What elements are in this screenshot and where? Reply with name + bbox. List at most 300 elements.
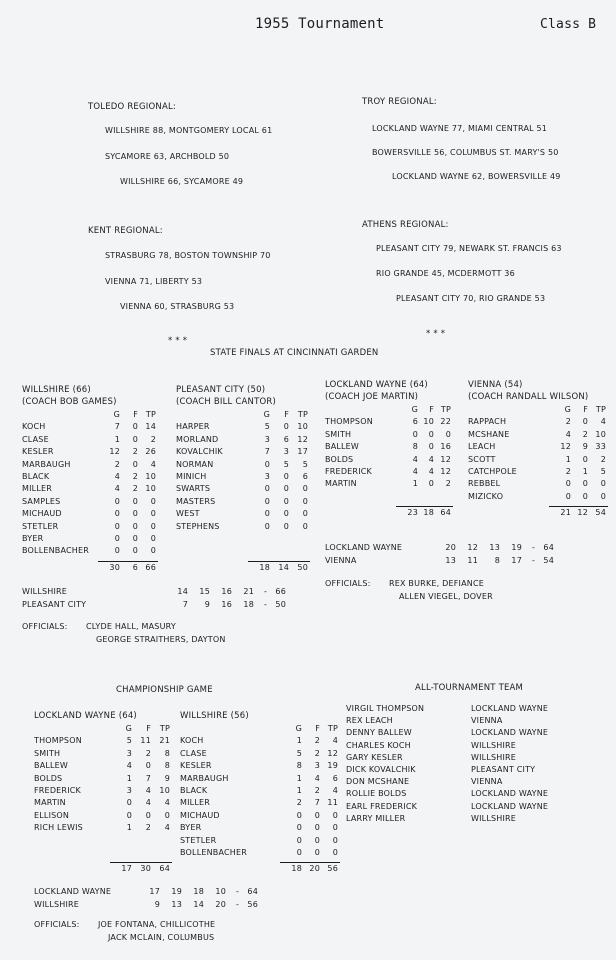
- player-name: MCSHANE: [468, 429, 510, 439]
- stat-tp: 0: [302, 521, 308, 531]
- col-header-g: G: [295, 724, 302, 733]
- quarter-score: 16: [221, 587, 232, 596]
- stat-f: 0: [132, 422, 138, 432]
- player-name: FREDERICK: [325, 466, 372, 476]
- stat-g: 5: [296, 748, 302, 758]
- dash: -: [264, 599, 268, 609]
- stat-tp: 0: [332, 835, 338, 845]
- regional-game-result: WILLSHIRE 66, SYCAMORE 49: [120, 177, 244, 186]
- stat-f: 0: [314, 835, 320, 845]
- total-tp: 50: [297, 563, 308, 572]
- player-name: STEPHENS: [176, 521, 220, 531]
- final-score: 56: [247, 899, 258, 909]
- final-score: 54: [543, 555, 554, 565]
- all-tournament-player: [346, 776, 586, 788]
- stat-f: 2: [314, 748, 320, 758]
- col-header-f: F: [146, 724, 151, 733]
- player-row: [34, 760, 170, 772]
- player-row: [22, 459, 156, 471]
- all-tournament-player: [346, 727, 586, 739]
- stat-f: 11: [140, 736, 151, 746]
- stat-g: 0: [114, 521, 120, 531]
- stat-g: 0: [264, 484, 270, 494]
- player-row: [325, 416, 451, 428]
- stat-f: 5: [283, 459, 289, 469]
- stat-tp: 4: [600, 417, 606, 427]
- player-row: [180, 748, 338, 760]
- player-row: [22, 471, 156, 483]
- stat-f: 0: [314, 823, 320, 833]
- player-row: [180, 810, 338, 822]
- player-school: LOCKLAND WAYNE: [471, 704, 549, 713]
- stat-f: 0: [582, 479, 588, 489]
- total-f: 20: [309, 864, 320, 873]
- stat-tp: 4: [332, 785, 338, 795]
- separator-stars: * * *: [426, 329, 446, 339]
- total-tp: 64: [159, 864, 170, 873]
- stat-tp: 8: [164, 761, 170, 771]
- player-name: STETLER: [22, 521, 59, 531]
- player-row: [325, 478, 451, 490]
- stat-f: 7: [145, 773, 151, 783]
- col-header-tp: TP: [440, 405, 451, 414]
- stat-g: 4: [114, 471, 120, 481]
- stat-g: 0: [296, 847, 302, 857]
- team-name: WILLSHIRE: [22, 587, 68, 596]
- player-row: [22, 483, 156, 495]
- stat-f: 0: [428, 479, 434, 489]
- stat-g: 0: [264, 509, 270, 519]
- officials-label: OFFICIALS:: [325, 579, 371, 588]
- stat-tp: 2: [445, 479, 451, 489]
- column-headers: [22, 409, 156, 421]
- stat-g: 0: [114, 533, 120, 543]
- player-name: MARTIN: [325, 479, 357, 489]
- player-name: BOLDS: [34, 773, 63, 783]
- stat-f: 4: [428, 466, 434, 476]
- stat-f: 2: [314, 785, 320, 795]
- player-name: KOCH: [22, 422, 46, 432]
- player-name: MINICH: [176, 471, 207, 481]
- regional-game-result: PLEASANT CITY 70, RIO GRANDE 53: [396, 294, 546, 303]
- stat-tp: 0: [150, 533, 156, 543]
- column-headers: [468, 404, 606, 416]
- col-header-tp: TP: [145, 410, 156, 419]
- player-name: KOCH: [180, 736, 204, 746]
- quarter-score-row: [325, 542, 616, 555]
- stat-f: 2: [314, 736, 320, 746]
- team-box-score: [325, 380, 451, 491]
- player-row: [180, 822, 338, 834]
- stat-f: 0: [428, 429, 434, 439]
- player-name: FREDERICK: [34, 785, 81, 795]
- team-title: WILLSHIRE (66): [22, 385, 91, 395]
- stat-g: 0: [114, 496, 120, 506]
- stat-f: 2: [132, 447, 138, 457]
- player-name: CHARLES KOCH: [346, 740, 411, 750]
- total-tp: 56: [327, 864, 338, 873]
- player-school: VIENNA: [471, 716, 503, 726]
- total-g: 18: [291, 864, 302, 873]
- player-name: HARPER: [176, 422, 210, 432]
- stat-f: 0: [132, 546, 138, 556]
- quarter-score: 7: [182, 599, 188, 609]
- player-name: BLACK: [180, 785, 208, 795]
- player-row: [34, 773, 170, 785]
- official-name: REX BURKE, DEFIANCE: [389, 579, 484, 588]
- col-header-f: F: [583, 405, 588, 414]
- stat-tp: 4: [164, 823, 170, 833]
- stat-tp: 2: [600, 454, 606, 464]
- stat-tp: 0: [445, 429, 451, 439]
- player-row: [22, 521, 156, 533]
- player-name: RICH LEWIS: [34, 823, 83, 833]
- stat-g: 0: [296, 835, 302, 845]
- player-row: [34, 735, 170, 747]
- regional-game-result: RIO GRANDE 45, MCDERMOTT 36: [376, 269, 515, 278]
- player-row: [325, 441, 451, 453]
- team-title: VIENNA (54): [468, 380, 523, 390]
- regional-game-result: SYCAMORE 63, ARCHBOLD 50: [105, 152, 230, 161]
- stat-tp: 4: [164, 798, 170, 808]
- stat-g: 1: [126, 773, 132, 783]
- quarter-score: 8: [494, 555, 500, 565]
- team-title: LOCKLAND WAYNE (64): [325, 380, 428, 390]
- stat-g: 12: [109, 447, 120, 457]
- player-row: [22, 446, 156, 458]
- stat-tp: 4: [150, 459, 156, 469]
- stat-g: 2: [114, 459, 120, 469]
- officials-label: OFFICIALS:: [34, 920, 80, 929]
- column-headers: [34, 723, 170, 735]
- stat-tp: 10: [145, 471, 156, 481]
- player-row: [34, 748, 170, 760]
- stat-g: 5: [264, 422, 270, 432]
- stat-g: 1: [565, 454, 571, 464]
- stat-f: 3: [314, 761, 320, 771]
- final-score: 64: [247, 887, 258, 896]
- stat-tp: 0: [302, 509, 308, 519]
- player-name: BALLEW: [325, 442, 360, 452]
- stat-f: 0: [283, 471, 289, 481]
- total-g: 21: [560, 508, 571, 517]
- regional-game-result: LOCKLAND WAYNE 77, MIAMI CENTRAL 51: [372, 124, 548, 133]
- regional-game-result: VIENNA 71, LIBERTY 53: [105, 277, 203, 286]
- stat-f: 0: [314, 847, 320, 857]
- player-name: BYER: [22, 533, 44, 543]
- stat-tp: 19: [327, 761, 338, 771]
- stat-g: 7: [264, 447, 270, 457]
- player-row: [22, 434, 156, 446]
- stat-g: 8: [412, 442, 418, 452]
- player-school: LOCKLAND WAYNE: [471, 728, 549, 738]
- player-name: MICHAUD: [180, 810, 220, 820]
- stat-g: 0: [296, 810, 302, 820]
- stat-g: 0: [296, 823, 302, 833]
- player-name: BOLLENBACHER: [180, 847, 248, 857]
- stat-f: 0: [132, 509, 138, 519]
- player-name: MORLAND: [176, 434, 219, 444]
- stat-g: 2: [565, 466, 571, 476]
- stat-tp: 0: [164, 810, 170, 820]
- regional-game-result: BOWERSVILLE 56, COLUMBUS ST. MARY'S 50: [372, 148, 559, 157]
- stat-g: 0: [114, 509, 120, 519]
- final-score: 64: [543, 543, 554, 552]
- stat-tp: 0: [332, 847, 338, 857]
- team-box-score: [34, 711, 170, 835]
- state-finals-title: STATE FINALS AT CINCINNATI GARDEN: [210, 348, 379, 358]
- stat-g: 2: [565, 417, 571, 427]
- stat-g: 8: [296, 761, 302, 771]
- player-name: NORMAN: [176, 459, 214, 469]
- stat-g: 3: [264, 471, 270, 481]
- stat-tp: 0: [332, 823, 338, 833]
- player-row: [468, 466, 606, 478]
- stat-tp: 10: [159, 785, 170, 795]
- quarter-score: 18: [193, 887, 204, 896]
- col-header-tp: TP: [327, 724, 338, 733]
- regional-title: KENT REGIONAL:: [88, 226, 163, 236]
- stat-f: 0: [283, 509, 289, 519]
- player-row: [180, 735, 338, 747]
- player-name: SMITH: [325, 429, 352, 439]
- player-name: MICHAUD: [22, 509, 62, 519]
- stat-tp: 17: [297, 447, 308, 457]
- stat-tp: 21: [159, 736, 170, 746]
- quarter-score: 9: [154, 899, 160, 909]
- player-name: LARRY MILLER: [346, 813, 406, 823]
- quarter-score: 21: [243, 587, 254, 596]
- all-tournament-player: [346, 752, 586, 764]
- player-name: BYER: [180, 823, 202, 833]
- col-header-g: G: [113, 410, 120, 419]
- total-f: 30: [140, 864, 151, 873]
- stat-g: 12: [560, 442, 571, 452]
- player-row: [176, 421, 308, 433]
- player-row: [176, 496, 308, 508]
- stat-tp: 14: [145, 422, 156, 432]
- all-tournament-player: [346, 801, 586, 813]
- player-name: EARL FREDERICK: [346, 801, 418, 811]
- stat-tp: 12: [440, 466, 451, 476]
- player-row: [176, 446, 308, 458]
- stat-g: 0: [264, 521, 270, 531]
- final-score: 66: [275, 587, 286, 596]
- player-name: MILLER: [180, 798, 210, 808]
- player-name: REX LEACH: [346, 716, 393, 726]
- stat-g: 5: [126, 736, 132, 746]
- stat-tp: 12: [440, 454, 451, 464]
- player-name: CATCHPOLE: [468, 466, 517, 476]
- stat-f: 0: [582, 454, 588, 464]
- player-row: [34, 810, 170, 822]
- player-name: SAMPLES: [22, 496, 61, 506]
- team-title: LOCKLAND WAYNE (64): [34, 711, 137, 721]
- all-tournament-title: ALL-TOURNAMENT TEAM: [415, 683, 524, 693]
- official-name: GEORGE STRAITHERS, DAYTON: [96, 635, 226, 644]
- stat-f: 10: [423, 417, 434, 427]
- player-name: WEST: [176, 509, 200, 519]
- stat-f: 0: [314, 810, 320, 820]
- all-tournament-list: [346, 703, 586, 825]
- player-school: LOCKLAND WAYNE: [471, 789, 549, 799]
- stat-g: 4: [412, 466, 418, 476]
- player-school: WILLSHIRE: [471, 813, 517, 823]
- stat-f: 0: [428, 442, 434, 452]
- stat-f: 4: [314, 773, 320, 783]
- stat-g: 0: [264, 459, 270, 469]
- stat-g: 3: [264, 434, 270, 444]
- player-name: MIZICKO: [468, 491, 504, 501]
- stat-f: 0: [283, 496, 289, 506]
- player-name: CLASE: [180, 748, 207, 758]
- quarter-score: 20: [215, 899, 226, 909]
- team-name: LOCKLAND WAYNE: [34, 887, 112, 896]
- regional-title: ATHENS REGIONAL:: [362, 220, 449, 230]
- player-row: [176, 459, 308, 471]
- player-name: DICK KOVALCHIK: [346, 764, 416, 774]
- stat-f: 7: [314, 798, 320, 808]
- quarter-score: 18: [243, 599, 254, 609]
- team-name: WILLSHIRE: [34, 899, 80, 909]
- dash: -: [236, 899, 240, 909]
- player-row: [325, 429, 451, 441]
- stat-tp: 6: [302, 471, 308, 481]
- total-tp: 66: [145, 563, 156, 572]
- final-score: 50: [275, 599, 286, 609]
- stat-f: 1: [582, 466, 588, 476]
- player-name: SMITH: [34, 748, 61, 758]
- player-school: VIENNA: [471, 777, 503, 787]
- total-f: 18: [423, 508, 434, 517]
- stat-f: 0: [132, 533, 138, 543]
- player-row: [34, 785, 170, 797]
- total-tp: 54: [595, 508, 606, 517]
- quarter-score: 13: [171, 899, 182, 909]
- all-tournament-player: [346, 740, 586, 752]
- dash: -: [532, 555, 536, 565]
- col-header-g: G: [564, 405, 571, 414]
- total-f: 14: [278, 563, 289, 572]
- stat-f: 0: [582, 417, 588, 427]
- stat-g: 0: [126, 810, 132, 820]
- col-header-g: G: [411, 405, 418, 414]
- regional-title: TOLEDO REGIONAL:: [88, 102, 176, 112]
- player-name: MARBAUGH: [180, 773, 229, 783]
- stat-tp: 5: [600, 466, 606, 476]
- stat-g: 0: [126, 798, 132, 808]
- coach-name: (COACH BILL CANTOR): [176, 397, 277, 407]
- player-name: MILLER: [22, 484, 52, 494]
- stat-f: 2: [145, 823, 151, 833]
- quarter-score-row: [34, 886, 334, 899]
- stat-tp: 0: [150, 496, 156, 506]
- stat-tp: 0: [600, 491, 606, 501]
- regional-game-result: LOCKLAND WAYNE 62, BOWERSVILLE 49: [392, 172, 561, 181]
- player-name: DON MCSHANE: [346, 777, 410, 787]
- quarter-score: 17: [511, 555, 522, 565]
- quarter-score-row: [34, 899, 334, 912]
- stat-g: 1: [296, 736, 302, 746]
- quarter-score: 13: [445, 555, 456, 565]
- player-row: [22, 421, 156, 433]
- stat-g: 1: [126, 823, 132, 833]
- player-name: ROLLIE BOLDS: [346, 789, 407, 799]
- team-name: PLEASANT CITY: [22, 599, 87, 609]
- stat-g: 3: [126, 748, 132, 758]
- player-school: LOCKLAND WAYNE: [471, 801, 549, 811]
- total-g: 18: [259, 563, 270, 572]
- stat-g: 6: [412, 417, 418, 427]
- player-name: RAPPACH: [468, 417, 507, 427]
- team-box-score: [176, 385, 308, 533]
- player-name: SCOTT: [468, 454, 496, 464]
- player-school: WILLSHIRE: [471, 740, 517, 750]
- team-name: LOCKLAND WAYNE: [325, 543, 403, 552]
- player-row: [180, 785, 338, 797]
- dash: -: [236, 887, 240, 896]
- col-header-tp: TP: [159, 724, 170, 733]
- player-row: [180, 760, 338, 772]
- player-name: BALLEW: [34, 761, 69, 771]
- stat-g: 0: [114, 546, 120, 556]
- stat-f: 0: [582, 491, 588, 501]
- stat-g: 1: [296, 785, 302, 795]
- team-box-score: [468, 380, 606, 503]
- coach-name: (COACH BOB GAMES): [22, 397, 117, 407]
- player-name: BOLLENBACHER: [22, 546, 90, 556]
- stat-f: 6: [283, 434, 289, 444]
- all-tournament-player: [346, 813, 586, 825]
- stat-f: 2: [132, 484, 138, 494]
- stat-tp: 0: [600, 479, 606, 489]
- stat-tp: 33: [595, 442, 606, 452]
- all-tournament-player: [346, 764, 586, 776]
- all-tournament-player: [346, 703, 586, 715]
- col-header-g: G: [263, 410, 270, 419]
- player-row: [180, 847, 338, 859]
- quarter-score: 10: [215, 887, 226, 896]
- stat-tp: 10: [145, 484, 156, 494]
- stat-tp: 10: [595, 429, 606, 439]
- stat-f: 4: [145, 798, 151, 808]
- player-row: [468, 491, 606, 503]
- player-name: ELLISON: [34, 810, 70, 820]
- player-row: [180, 773, 338, 785]
- team-box-score: [180, 711, 338, 859]
- stat-f: 0: [132, 521, 138, 531]
- stat-f: 2: [132, 471, 138, 481]
- stat-tp: 0: [150, 521, 156, 531]
- total-tp: 64: [440, 508, 451, 517]
- stat-f: 4: [428, 454, 434, 464]
- player-row: [468, 416, 606, 428]
- player-name: LEACH: [468, 442, 496, 452]
- coach-name: (COACH RANDALL WILSON): [468, 392, 589, 402]
- player-row: [176, 521, 308, 533]
- player-row: [22, 496, 156, 508]
- all-tournament-player: [346, 715, 586, 727]
- stat-g: 0: [565, 479, 571, 489]
- stat-g: 0: [565, 491, 571, 501]
- regional-game-result: STRASBURG 78, BOSTON TOWNSHIP 70: [105, 251, 271, 260]
- stat-tp: 0: [302, 484, 308, 494]
- player-name: MASTERS: [176, 496, 216, 506]
- quarter-score: 12: [467, 543, 478, 552]
- stat-tp: 4: [332, 736, 338, 746]
- stat-tp: 5: [302, 459, 308, 469]
- total-g: 30: [109, 563, 120, 572]
